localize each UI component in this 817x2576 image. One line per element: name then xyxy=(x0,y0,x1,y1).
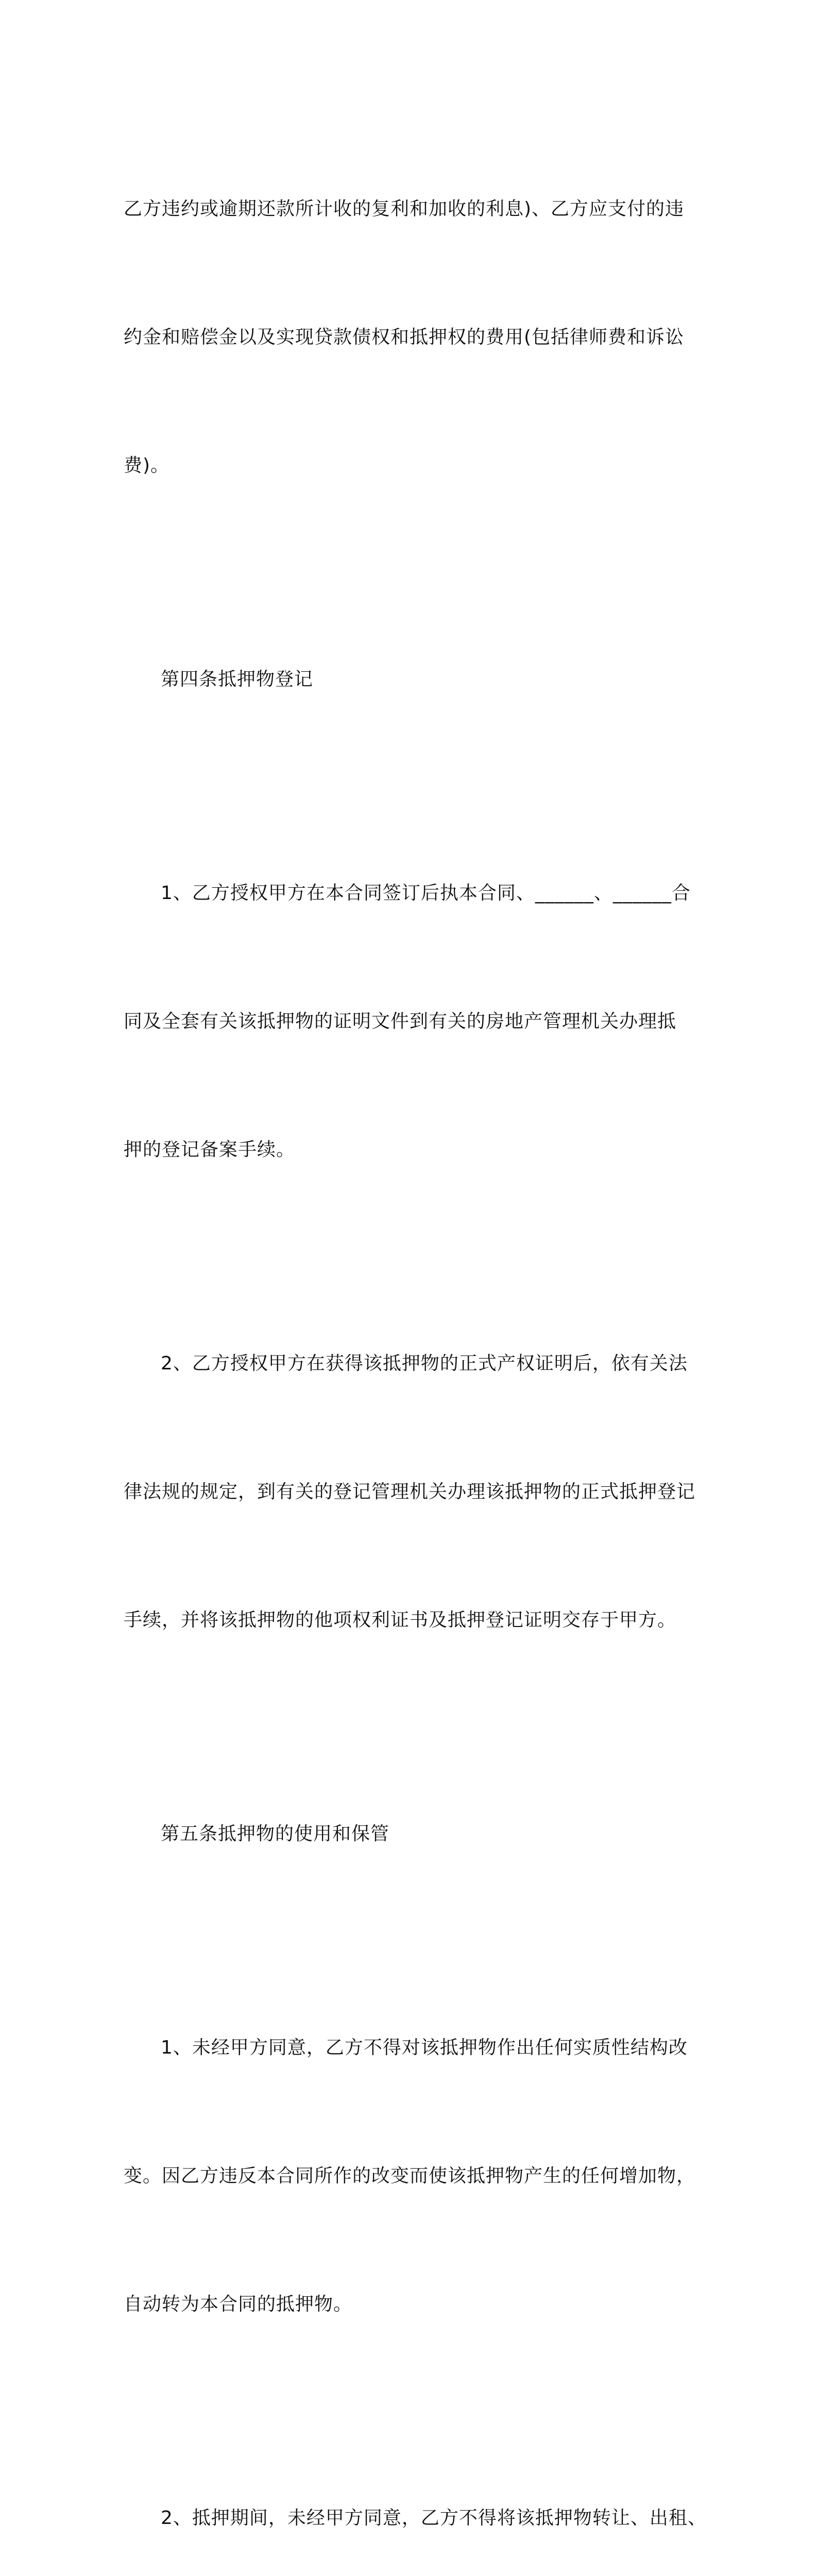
text-line: 第五条抵押物的使用和保管 xyxy=(161,1823,390,1844)
paragraph-article-5-item-1 xyxy=(124,1941,695,2411)
paragraph-article-5-item-2 xyxy=(124,2411,707,2576)
text-line: 约金和赔偿金以及实现贷款债权和抵押权的费用(包括律师费和诉讼 xyxy=(124,327,685,348)
text-line: 1、未经甲方同意，乙方不得对该抵押物作出任何实质性结构改 xyxy=(161,2037,688,2058)
text-line: 律法规的规定，到有关的登记管理机关办理该抵押物的正式抵押登记 xyxy=(124,1481,696,1502)
text-line: 费)。 xyxy=(124,455,170,476)
text-line: 乙方违约或逾期还款所计收的复利和加收的利息)、乙方应支付的违 xyxy=(124,198,685,219)
paragraph-article-4-item-2 xyxy=(124,1257,695,1727)
text-line: 2、乙方授权甲方在获得该抵押物的正式产权证明后，依有关法 xyxy=(161,1353,688,1374)
text-line: 同及全套有关该抵押物的证明文件到有关的房地产管理机关办理抵 xyxy=(124,1011,677,1032)
text-line: 变。因乙方违反本合同所作的改变而使该抵押物产生的任何增加物， xyxy=(124,2165,696,2187)
heading-article-4 xyxy=(124,572,695,786)
text-line: 第四条抵押物登记 xyxy=(161,669,314,690)
text-line: 自动转为本合同的抵押物。 xyxy=(124,2294,353,2315)
text-line: 2、抵押期间，未经甲方同意，乙方不得将该抵押物转让、出租、 xyxy=(161,2507,707,2529)
text-line: 押的登记备案手续。 xyxy=(124,1139,296,1160)
text-line: 手续，并将该抵押物的他项权利证书及抵押登记证明交存于甲方。 xyxy=(124,1609,677,1631)
document-body xyxy=(124,102,707,2576)
paragraph-article-4-item-1 xyxy=(124,786,695,1257)
heading-article-5 xyxy=(124,1727,695,1941)
text-line: 1、乙方授权甲方在本合同签订后执本合同、______、______合 xyxy=(161,883,691,904)
paragraph-interest-fees xyxy=(124,102,695,572)
